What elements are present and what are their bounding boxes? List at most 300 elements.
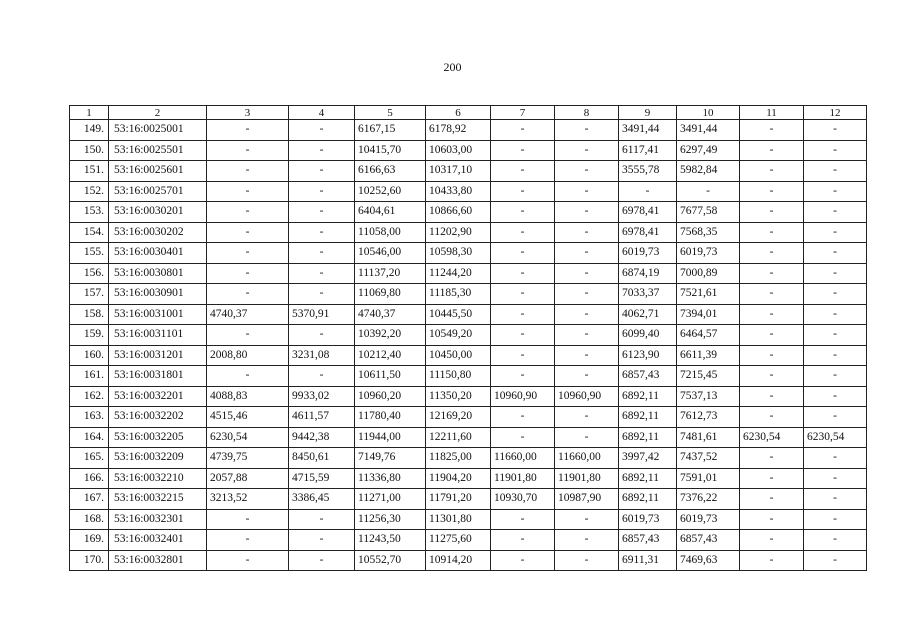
table-cell-col10: 6464,57: [677, 325, 740, 346]
table-cell-col10: 7376,22: [677, 489, 740, 510]
table-cell-col10: 7437,52: [677, 448, 740, 469]
table-cell-col12: -: [804, 304, 867, 325]
table-cell-col1: 152.: [70, 181, 109, 202]
column-header-10: 10: [677, 106, 740, 120]
table-cell-col6: 11904,20: [426, 468, 491, 489]
table-cell-col4: 8450,61: [289, 448, 355, 469]
table-cell-col7: -: [491, 161, 555, 182]
table-cell-col6: 11275,60: [426, 530, 491, 551]
table-cell-col6: 10317,10: [426, 161, 491, 182]
table-row: [70, 202, 867, 223]
table-cell-col7: -: [491, 284, 555, 305]
table-cell-col10: 7521,61: [677, 284, 740, 305]
table-cell-col4: -: [289, 120, 355, 141]
table-cell-col7: -: [491, 366, 555, 387]
table-cell-col2: 53:16:0032401: [109, 530, 207, 551]
table-cell-col1: 159.: [70, 325, 109, 346]
table-cell-col7: -: [491, 345, 555, 366]
table-cell-col10: 7481,61: [677, 427, 740, 448]
table-cell-col6: 12211,60: [426, 427, 491, 448]
table-cell-col7: -: [491, 427, 555, 448]
table-cell-col2: 53:16:0032801: [109, 550, 207, 571]
table-cell-col4: -: [289, 202, 355, 223]
table-cell-col4: -: [289, 509, 355, 530]
table-cell-col11: -: [740, 366, 804, 387]
table-cell-col7: -: [491, 181, 555, 202]
table-cell-col10: 6019,73: [677, 509, 740, 530]
table-row: [70, 140, 867, 161]
table-cell-col11: -: [740, 345, 804, 366]
table-cell-col10: 7591,01: [677, 468, 740, 489]
table-cell-col3: -: [207, 161, 289, 182]
table-cell-col7: -: [491, 550, 555, 571]
table-cell-col1: 158.: [70, 304, 109, 325]
table-cell-col3: 3213,52: [207, 489, 289, 510]
table-cell-col1: 163.: [70, 407, 109, 428]
table-cell-col3: 2008,80: [207, 345, 289, 366]
table-cell-col10: 6297,49: [677, 140, 740, 161]
table-cell-col7: 11660,00: [491, 448, 555, 469]
table-row: [70, 181, 867, 202]
table-cell-col10: 5982,84: [677, 161, 740, 182]
table-cell-col4: -: [289, 140, 355, 161]
table-cell-col10: 7215,45: [677, 366, 740, 387]
table-cell-col10: -: [677, 181, 740, 202]
table-cell-col5: 11336,80: [355, 468, 426, 489]
table-cell-col8: -: [555, 222, 619, 243]
table-cell-col5: 7149,76: [355, 448, 426, 469]
table-row: [70, 345, 867, 366]
table-cell-col8: -: [555, 284, 619, 305]
table-cell-col8: 10987,90: [555, 489, 619, 510]
table-cell-col1: 165.: [70, 448, 109, 469]
table-cell-col3: -: [207, 181, 289, 202]
table-cell-col1: 150.: [70, 140, 109, 161]
table-cell-col2: 53:16:0030202: [109, 222, 207, 243]
table-cell-col4: 5370,91: [289, 304, 355, 325]
table-cell-col6: 10445,50: [426, 304, 491, 325]
table-cell-col11: -: [740, 448, 804, 469]
table-row: [70, 386, 867, 407]
table-cell-col3: -: [207, 284, 289, 305]
table-cell-col2: 53:16:0032301: [109, 509, 207, 530]
table-cell-col2: 53:16:0031101: [109, 325, 207, 346]
column-header-6: 6: [426, 106, 491, 120]
table-cell-col4: -: [289, 161, 355, 182]
table-cell-col6: 10603,00: [426, 140, 491, 161]
table-cell-col8: -: [555, 427, 619, 448]
column-header-9: 9: [619, 106, 677, 120]
table-cell-col8: 10960,90: [555, 386, 619, 407]
table-cell-col5: 6166,63: [355, 161, 426, 182]
table-cell-col10: 7568,35: [677, 222, 740, 243]
column-header-3: 3: [207, 106, 289, 120]
table-cell-col8: -: [555, 243, 619, 264]
table-cell-col12: -: [804, 243, 867, 264]
table-cell-col8: -: [555, 140, 619, 161]
table-cell-col9: 6978,41: [619, 222, 677, 243]
table-cell-col10: 7677,58: [677, 202, 740, 223]
table-cell-col2: 53:16:0032210: [109, 468, 207, 489]
table-cell-col11: -: [740, 140, 804, 161]
table-cell-col12: -: [804, 489, 867, 510]
table-cell-col12: -: [804, 366, 867, 387]
table-cell-col3: -: [207, 325, 289, 346]
table-cell-col10: 7394,01: [677, 304, 740, 325]
table-cell-col7: -: [491, 120, 555, 141]
table-cell-col5: 6167,15: [355, 120, 426, 141]
table-cell-col9: 6892,11: [619, 468, 677, 489]
table-row: [70, 489, 867, 510]
table-cell-col3: -: [207, 550, 289, 571]
table-cell-col1: 168.: [70, 509, 109, 530]
table-cell-col2: 53:16:0032205: [109, 427, 207, 448]
table-cell-col1: 170.: [70, 550, 109, 571]
table-cell-col6: 10866,60: [426, 202, 491, 223]
table-cell-col4: -: [289, 243, 355, 264]
table-cell-col3: 4088,83: [207, 386, 289, 407]
table-cell-col9: -: [619, 181, 677, 202]
table-cell-col4: -: [289, 325, 355, 346]
table-cell-col12: -: [804, 120, 867, 141]
table-cell-col9: 6117,41: [619, 140, 677, 161]
table-cell-col8: 11660,00: [555, 448, 619, 469]
table-cell-col12: -: [804, 222, 867, 243]
table-row: [70, 468, 867, 489]
table-row: [70, 427, 867, 448]
table-cell-col2: 53:16:0032209: [109, 448, 207, 469]
table-cell-col5: 11256,30: [355, 509, 426, 530]
column-header-2: 2: [109, 106, 207, 120]
table-cell-col12: -: [804, 263, 867, 284]
table-cell-col8: -: [555, 120, 619, 141]
table-cell-col12: -: [804, 181, 867, 202]
table-row: [70, 161, 867, 182]
table-cell-col8: -: [555, 550, 619, 571]
table-cell-col4: 3231,08: [289, 345, 355, 366]
table-cell-col2: 53:16:0031801: [109, 366, 207, 387]
table-cell-col12: -: [804, 448, 867, 469]
table-cell-col1: 153.: [70, 202, 109, 223]
table-cell-col8: -: [555, 304, 619, 325]
table-cell-col9: 6019,73: [619, 243, 677, 264]
table-cell-col11: 6230,54: [740, 427, 804, 448]
table-cell-col12: -: [804, 509, 867, 530]
table-cell-col2: 53:16:0030901: [109, 284, 207, 305]
table-cell-col11: -: [740, 120, 804, 141]
table-cell-col3: 6230,54: [207, 427, 289, 448]
table-cell-col12: -: [804, 407, 867, 428]
column-header-11: 11: [740, 106, 804, 120]
table-cell-col7: -: [491, 325, 555, 346]
table-cell-col2: 53:16:0025701: [109, 181, 207, 202]
table-cell-col9: 3997,42: [619, 448, 677, 469]
table-cell-col6: 11825,00: [426, 448, 491, 469]
table-cell-col5: 10252,60: [355, 181, 426, 202]
table-cell-col4: -: [289, 530, 355, 551]
table-cell-col5: 10546,00: [355, 243, 426, 264]
table-cell-col10: 6019,73: [677, 243, 740, 264]
table-cell-col8: -: [555, 161, 619, 182]
table-row: [70, 222, 867, 243]
table-cell-col11: -: [740, 325, 804, 346]
table-cell-col3: -: [207, 202, 289, 223]
table-cell-col5: 10212,40: [355, 345, 426, 366]
table-cell-col4: 3386,45: [289, 489, 355, 510]
table-cell-col7: -: [491, 243, 555, 264]
table-cell-col4: -: [289, 263, 355, 284]
table-cell-col3: 4740,37: [207, 304, 289, 325]
header-row: [70, 106, 867, 120]
table-cell-col12: -: [804, 161, 867, 182]
table-cell-col8: 11901,80: [555, 468, 619, 489]
table-cell-col4: 4715,59: [289, 468, 355, 489]
table-cell-col4: 9933,02: [289, 386, 355, 407]
table-cell-col1: 157.: [70, 284, 109, 305]
table-cell-col8: -: [555, 407, 619, 428]
table-cell-col1: 155.: [70, 243, 109, 264]
table-cell-col10: 6857,43: [677, 530, 740, 551]
table-cell-col8: -: [555, 509, 619, 530]
table-cell-col9: 6892,11: [619, 386, 677, 407]
table-cell-col11: -: [740, 284, 804, 305]
table-cell-col6: 11202,90: [426, 222, 491, 243]
table-cell-col11: -: [740, 304, 804, 325]
data-table: [69, 105, 867, 571]
table-cell-col6: 11185,30: [426, 284, 491, 305]
table-cell-col7: -: [491, 140, 555, 161]
table-cell-col8: -: [555, 366, 619, 387]
table-cell-col5: 11137,20: [355, 263, 426, 284]
table-cell-col11: -: [740, 530, 804, 551]
table-cell-col2: 53:16:0031001: [109, 304, 207, 325]
table-cell-col5: 10415,70: [355, 140, 426, 161]
table-cell-col1: 160.: [70, 345, 109, 366]
table-cell-col6: 11791,20: [426, 489, 491, 510]
table-cell-col9: 3555,78: [619, 161, 677, 182]
table-body: [70, 120, 867, 571]
table-cell-col5: 6404,61: [355, 202, 426, 223]
table-cell-col1: 167.: [70, 489, 109, 510]
table-cell-col6: 6178,92: [426, 120, 491, 141]
page-number: 200: [443, 60, 462, 74]
table-cell-col11: -: [740, 550, 804, 571]
table-cell-col9: 6892,11: [619, 407, 677, 428]
table-row: [70, 366, 867, 387]
table-cell-col10: 7000,89: [677, 263, 740, 284]
table-row: [70, 325, 867, 346]
table-cell-col8: -: [555, 530, 619, 551]
table-cell-col4: -: [289, 181, 355, 202]
table-cell-col2: 53:16:0030201: [109, 202, 207, 223]
table-cell-col10: 7469,63: [677, 550, 740, 571]
table-cell-col6: 11350,20: [426, 386, 491, 407]
table-cell-col2: 53:16:0032201: [109, 386, 207, 407]
table-cell-col9: 6892,11: [619, 427, 677, 448]
table-row: [70, 304, 867, 325]
table-cell-col9: 6857,43: [619, 366, 677, 387]
table-cell-col3: -: [207, 263, 289, 284]
table-cell-col8: -: [555, 202, 619, 223]
table-row: [70, 263, 867, 284]
table-row: [70, 407, 867, 428]
table-cell-col10: 6611,39: [677, 345, 740, 366]
table-cell-col2: 53:16:0025501: [109, 140, 207, 161]
table-cell-col11: -: [740, 222, 804, 243]
table-cell-col4: -: [289, 222, 355, 243]
table-cell-col9: 6911,31: [619, 550, 677, 571]
table-cell-col7: -: [491, 407, 555, 428]
table-row: [70, 284, 867, 305]
table-cell-col10: 7612,73: [677, 407, 740, 428]
table-cell-col4: 4611,57: [289, 407, 355, 428]
table-row: [70, 509, 867, 530]
column-header-4: 4: [289, 106, 355, 120]
table-cell-col9: 6099,40: [619, 325, 677, 346]
table-cell-col4: -: [289, 366, 355, 387]
table-cell-col12: -: [804, 386, 867, 407]
table-cell-col1: 149.: [70, 120, 109, 141]
table-cell-col3: -: [207, 509, 289, 530]
table-cell-col11: -: [740, 509, 804, 530]
table-cell-col7: 10960,90: [491, 386, 555, 407]
table-cell-col6: 10598,30: [426, 243, 491, 264]
table-cell-col3: -: [207, 222, 289, 243]
table-cell-col3: 2057,88: [207, 468, 289, 489]
table-cell-col7: 10930,70: [491, 489, 555, 510]
table-cell-col5: 11069,80: [355, 284, 426, 305]
table-cell-col12: 6230,54: [804, 427, 867, 448]
table-cell-col4: 9442,38: [289, 427, 355, 448]
table-cell-col9: 7033,37: [619, 284, 677, 305]
table-cell-col12: -: [804, 550, 867, 571]
table-cell-col5: 11780,40: [355, 407, 426, 428]
table-row: [70, 530, 867, 551]
table-cell-col12: -: [804, 345, 867, 366]
table-row: [70, 550, 867, 571]
table-cell-col2: 53:16:0025001: [109, 120, 207, 141]
table-cell-col4: -: [289, 284, 355, 305]
table-cell-col12: -: [804, 530, 867, 551]
table-cell-col8: -: [555, 181, 619, 202]
table-cell-col10: 7537,13: [677, 386, 740, 407]
table-cell-col7: -: [491, 263, 555, 284]
table-cell-col3: 4515,46: [207, 407, 289, 428]
table-cell-col12: -: [804, 325, 867, 346]
table-cell-col5: 10960,20: [355, 386, 426, 407]
table-cell-col6: 10433,80: [426, 181, 491, 202]
table-cell-col2: 53:16:0030401: [109, 243, 207, 264]
table-cell-col7: 11901,80: [491, 468, 555, 489]
table-cell-col2: 53:16:0032202: [109, 407, 207, 428]
table-cell-col5: 4740,37: [355, 304, 426, 325]
table-cell-col5: 11271,00: [355, 489, 426, 510]
table-cell-col1: 169.: [70, 530, 109, 551]
table-cell-col1: 164.: [70, 427, 109, 448]
table-cell-col6: 10914,20: [426, 550, 491, 571]
table-cell-col2: 53:16:0031201: [109, 345, 207, 366]
table-cell-col9: 6978,41: [619, 202, 677, 223]
table-cell-col1: 162.: [70, 386, 109, 407]
table-cell-col3: -: [207, 140, 289, 161]
table-cell-col3: -: [207, 243, 289, 264]
table-cell-col11: -: [740, 181, 804, 202]
table-cell-col8: -: [555, 325, 619, 346]
table-cell-col11: -: [740, 263, 804, 284]
table-cell-col3: -: [207, 120, 289, 141]
table-cell-col1: 151.: [70, 161, 109, 182]
table-cell-col3: -: [207, 366, 289, 387]
table-cell-col11: -: [740, 489, 804, 510]
table-cell-col7: -: [491, 202, 555, 223]
table-cell-col3: 4739,75: [207, 448, 289, 469]
table-cell-col5: 10552,70: [355, 550, 426, 571]
table-cell-col1: 156.: [70, 263, 109, 284]
column-header-1: 1: [70, 106, 109, 120]
table-cell-col3: -: [207, 530, 289, 551]
table-cell-col7: -: [491, 530, 555, 551]
table-cell-col12: -: [804, 468, 867, 489]
table-cell-col9: 3491,44: [619, 120, 677, 141]
table-row: [70, 243, 867, 264]
table-row: [70, 448, 867, 469]
table-cell-col12: -: [804, 140, 867, 161]
table-row: [70, 120, 867, 141]
table-cell-col6: 11301,80: [426, 509, 491, 530]
table-cell-col11: -: [740, 468, 804, 489]
table-cell-col1: 166.: [70, 468, 109, 489]
table-cell-col7: -: [491, 222, 555, 243]
table-cell-col6: 10549,20: [426, 325, 491, 346]
table-cell-col2: 53:16:0030801: [109, 263, 207, 284]
table-cell-col5: 10611,50: [355, 366, 426, 387]
table-cell-col1: 161.: [70, 366, 109, 387]
column-header-5: 5: [355, 106, 426, 120]
table-cell-col10: 3491,44: [677, 120, 740, 141]
column-header-12: 12: [804, 106, 867, 120]
table-cell-col2: 53:16:0032215: [109, 489, 207, 510]
table-cell-col8: -: [555, 263, 619, 284]
table-cell-col12: -: [804, 284, 867, 305]
table-cell-col8: -: [555, 345, 619, 366]
table-cell-col11: -: [740, 202, 804, 223]
table-cell-col4: -: [289, 550, 355, 571]
table-cell-col5: 10392,20: [355, 325, 426, 346]
table-cell-col11: -: [740, 243, 804, 264]
table-cell-col9: 6019,73: [619, 509, 677, 530]
table-cell-col5: 11058,00: [355, 222, 426, 243]
table-cell-col6: 11150,80: [426, 366, 491, 387]
table-cell-col9: 6123,90: [619, 345, 677, 366]
table-cell-col9: 4062,71: [619, 304, 677, 325]
table-cell-col2: 53:16:0025601: [109, 161, 207, 182]
column-header-7: 7: [491, 106, 555, 120]
table-cell-col11: -: [740, 407, 804, 428]
table-cell-col6: 12169,20: [426, 407, 491, 428]
table-cell-col9: 6874,19: [619, 263, 677, 284]
table-cell-col6: 11244,20: [426, 263, 491, 284]
table-cell-col7: -: [491, 304, 555, 325]
table-cell-col7: -: [491, 509, 555, 530]
table-cell-col5: 11944,00: [355, 427, 426, 448]
table-cell-col11: -: [740, 161, 804, 182]
table-cell-col5: 11243,50: [355, 530, 426, 551]
column-header-8: 8: [555, 106, 619, 120]
table-cell-col6: 10450,00: [426, 345, 491, 366]
table-cell-col11: -: [740, 386, 804, 407]
table-cell-col9: 6857,43: [619, 530, 677, 551]
table-cell-col12: -: [804, 202, 867, 223]
